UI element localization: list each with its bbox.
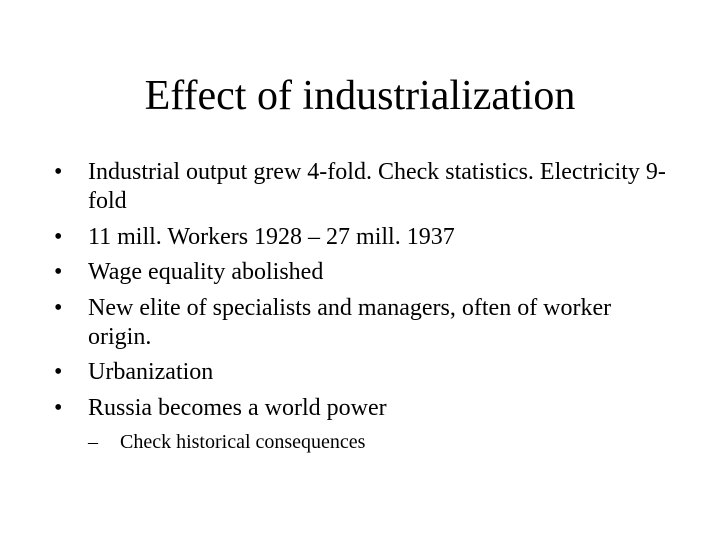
- bullet-list: [54, 158, 674, 461]
- bullet-item: [54, 158, 674, 216]
- bullet-text: Wage equality abolished: [88, 259, 324, 285]
- sub-bullet-list: [88, 429, 674, 455]
- bullet-marker: •: [54, 359, 63, 385]
- bullet-item: [54, 223, 674, 252]
- sub-bullet-item: [88, 429, 674, 455]
- bullet-marker: •: [54, 159, 63, 185]
- sub-bullet-text: Check historical consequences: [120, 430, 366, 453]
- bullet-marker: •: [54, 294, 63, 321]
- bullet-text: New elite of specialists and managers, often of worker origin.: [88, 294, 612, 350]
- bullet-marker: •: [54, 394, 63, 421]
- slide-title: Effect of industrialization: [144, 73, 576, 119]
- sub-bullet-marker: –: [88, 430, 98, 453]
- bullet-item: [54, 258, 674, 287]
- bullet-text: 11 mill. Workers 1928 – 27 mill. 1937: [88, 223, 455, 250]
- bullet-text: Industrial output grew 4-fold. Check statistics. Electricity 9-fold: [88, 159, 666, 214]
- bullet-marker: •: [54, 259, 63, 285]
- bullet-text: Russia becomes a world power: [88, 394, 387, 421]
- bullet-item: [54, 294, 674, 352]
- bullet-text: Urbanization: [88, 359, 214, 385]
- bullet-marker: •: [54, 223, 63, 250]
- bullet-item: [54, 394, 674, 455]
- bullet-item: [54, 358, 674, 387]
